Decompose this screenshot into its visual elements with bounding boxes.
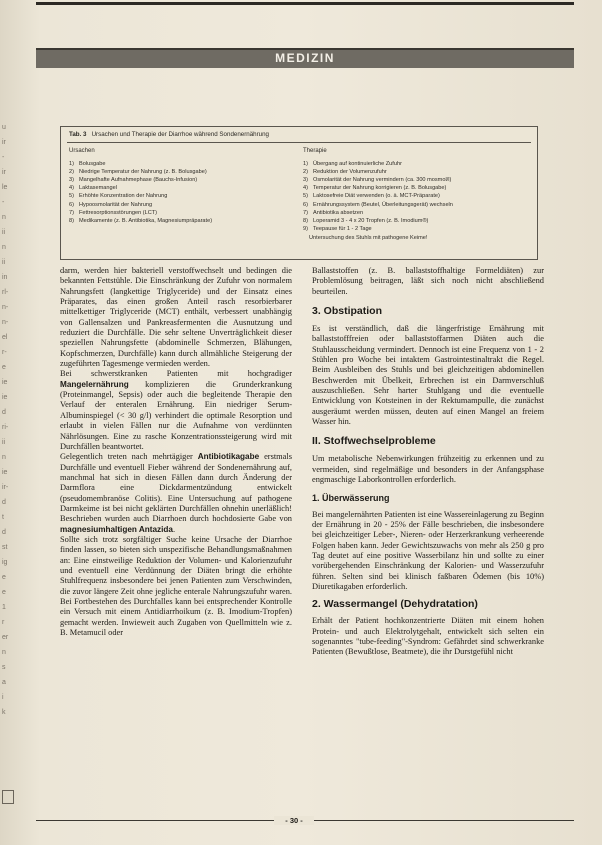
cause-item-text: Bolusgabe: [79, 161, 106, 168]
paragraph: Bei mangelernährten Patienten ist eine Wassereinlagerung zu Beginn der Ernährung in 20 - 25% der Fälle beschrieben, die insbesondere bei gleichzeitiger Leber-, Nieren- oder Herzerkrankung verheerende Folgen haben kann. Jeder Gewichtszuwachs von mehr als 250 g pro Tag deutet auf eine positive Wasserbilanz hin und sollte zu einer vorübergehenden Einschränkung der Kalorien- und Wasserzufuhr führen. Selten sind bei klinisch faßbaren Ödemen (bis 10%) Diuretikagaben erforderlich.: [312, 509, 544, 591]
therapy-item: [303, 176, 453, 184]
cause-item-text: Hypoosmolarität der Nahrung: [79, 201, 153, 208]
cause-item-text: Medikamente (z. B. Antibiotika, Magnesiumpräparate): [79, 217, 213, 224]
margin-mark: ri-: [2, 424, 9, 431]
margin-mark: n-: [2, 319, 9, 326]
margin-mark: d: [2, 409, 6, 416]
therapy-item-text: Übergang auf kontinuierliche Zufuhr: [313, 161, 402, 168]
top-rule: [36, 2, 574, 5]
margin-mark: n: [2, 214, 6, 221]
section-header: [36, 48, 574, 68]
margin-mark: ii: [2, 259, 6, 266]
margin-mark: t: [2, 514, 4, 521]
table-caption-text: Ursachen und Therapie der Diarrhoe während Sondenernährung: [91, 131, 269, 138]
margin-mark: i: [2, 694, 4, 701]
causes-header: Ursachen: [69, 148, 95, 154]
margin-mark: n: [2, 454, 6, 461]
heading-wassermangel: 2. Wassermangel (Dehydratation): [312, 598, 478, 611]
margin-mark: ii: [2, 229, 6, 236]
table-caption: [69, 131, 269, 138]
cause-item-number: 7): [69, 209, 74, 216]
margin-mark: ig: [2, 559, 8, 566]
keyword-antazida: magnesiumhaltigen Antazida: [60, 524, 173, 534]
heading-obstipation: 3. Obstipation: [312, 305, 383, 318]
therapy-item-number: 9): [303, 225, 308, 232]
cause-item-number: 8): [69, 217, 74, 224]
cause-item: [69, 217, 212, 225]
therapy-item-text: Temperatur der Nahrung korrigieren (z. B. Bolusgabe): [313, 185, 447, 192]
therapy-item-number: 2): [303, 169, 308, 176]
therapy-item-number: 5): [303, 193, 308, 200]
therapy-item-number: 8): [303, 217, 308, 224]
margin-mark: ie: [2, 379, 8, 386]
paragraph: Sollte sich trotz sorgfältiger Suche keine Ursache der Diarrhoe finden lassen, so bieten sich unspezifische Behandlungsmaßnahmen an: Eine einstweilige Reduktion der Volumen- und Kalorienzufuhr und eventuell eine Verdünnung der Diäten bringt die erhöhte Stuhlfrequenz insbesondere bei jenen Patienten zum Verschwinden, die zuvor längere Zeit ohne jegliche enterale Nahrungszufuhr waren. Bei Fortbestehen des Durchfalles kann bei entsprechender Kontrolle ein Versuch mit einem Antidiarrhoikum (z. B. Imodium-Tropfen) gemacht werden. Inwieweit auch Zugaben von Quellmitteln wie z. B. Metamucil oder: [60, 534, 292, 638]
cause-item: [69, 160, 212, 168]
paragraph: darm, werden hier bakteriell verstoffwechselt und bedingen die bekannten Fettstühle. Die Einschränkung der Zufuhr von normalem Nahrungsfett (langkettige Triglyceride) und der Einsatz eines Präparates, das einen großen Anteil rasch resorbierbarer mittelkettiger Triglyceride (MCT) enthält, verbessert unabhängig von Gallensalzen und Pankreasfermenten die Ausnutzung und reduziert die Durchfälle. Die sehr seltene Unverträglichkeit dieser speziellen Nahrungsfette (abdominelle Schmerzen, Blähungen, Kopfschmerzen, Durchfälle) kann durch allmähliche Steigerung der zugeführten Tagesmenge vermieden werden.: [60, 266, 292, 369]
margin-mark: 1: [2, 604, 6, 611]
margin-mark: n: [2, 244, 6, 251]
therapy-item-text: Laktosefreie Diät verwenden (o. ä. MCT-Präparate): [313, 193, 440, 200]
margin-mark: ir: [2, 169, 6, 176]
table-number: Tab. 3: [69, 131, 87, 138]
paragraph: Es ist verständlich, daß die längerfristige Ernährung mit ballaststofffreien oder ballaststoffarmen Diäten auch die Stuhlausscheidung vermindert. Dennoch ist eine Frequenz von 1 - 2 Stühlen pro Woche bei intaktem Gastrointestinaltrakt die Regel. Beim Ausbleiben des Stuhls und bei gleichzeitigen abdominellen Beschwerden mit Übelkeit, Erbrechen ist ein Darmverschluß auszuschließen. Sehr harter Stuhlgang und die eventuelle Entwicklung von Kotsteinen in der Rektumampulle, die zunächst ausgeräumt werden müssen, deuten auf einen Mangel an freiem Wasser hin.: [312, 324, 544, 427]
paragraph: Bei schwerstkranken Patienten mit hochgradiger Mangelernährung komplizieren die Grunderkrankung (Proteinmangel, Sepsis) oder auch die begleitende Therapie den Verlauf der enteralen Ernährung. Ein niedriger Serum-Albuminspiegel (< 30 g/l) verhindert die optimale Resorption und erlaubt in vielen Fällen nur die Aufnahme von verdünnten Nährlösungen. Eine zu rasche Konzentrationssteigerung wird mit Durchfällen beantwortet.: [60, 369, 292, 451]
therapy-item-text: Antibiotika absetzen: [313, 209, 364, 216]
paragraph: Ballaststoffen (z. B. ballaststoffhaltige Formeldiäten) zur Problemlösung beitragen, läßt sich noch nicht abschließend beurteilen.: [312, 266, 544, 296]
margin-checkbox: [2, 790, 14, 804]
therapy-item-text: Ernährungssystem (Beutel, Überleitungsgerät) wechseln: [313, 201, 453, 208]
cause-item-number: 5): [69, 193, 74, 200]
margin-mark: a: [2, 679, 6, 686]
therapy-column: [303, 147, 453, 242]
therapy-item: [303, 225, 453, 233]
margin-mark: in: [2, 274, 8, 281]
margin-mark: e: [2, 364, 6, 371]
therapy-item-number: 7): [303, 209, 308, 216]
margin-bleed-text: [2, 120, 16, 770]
margin-mark: st: [2, 544, 8, 551]
therapy-item-number: 4): [303, 185, 308, 192]
cause-item-number: 4): [69, 185, 74, 192]
therapy-item-text: Loperamid 3 - 4 x 20 Tropfen (z. B. Imodium®): [313, 217, 429, 224]
margin-mark: n: [2, 649, 6, 656]
table-rule: [67, 142, 531, 143]
cause-item: [69, 184, 212, 192]
table-note: Untersuchung des Stuhls mit pathogene Keime!: [309, 234, 428, 241]
cause-item: [69, 168, 212, 176]
therapy-item-number: 1): [303, 161, 308, 168]
margin-mark: s: [2, 664, 6, 671]
causes-column: [69, 147, 212, 225]
margin-mark: el: [2, 334, 8, 341]
cause-item: [69, 201, 212, 209]
cause-item: [69, 176, 212, 184]
keyword-antibiotikagabe: Antibiotikagabe: [197, 452, 260, 462]
margin-mark: u: [2, 124, 6, 131]
cause-item-number: 3): [69, 177, 74, 184]
margin-mark: e: [2, 574, 6, 581]
margin-mark: -: [2, 199, 5, 206]
margin-mark: er: [2, 634, 9, 641]
margin-mark: ie: [2, 469, 8, 476]
margin-mark: ir-: [2, 484, 9, 491]
margin-mark: ir: [2, 139, 6, 146]
therapy-item: [303, 217, 453, 225]
cause-item-number: 6): [69, 201, 74, 208]
therapy-item: [303, 184, 453, 192]
therapy-item: [303, 201, 453, 209]
cause-item-text: Laktasemangel: [79, 185, 117, 192]
margin-mark: k: [2, 709, 6, 716]
therapy-header: Therapie: [303, 148, 327, 154]
page-number: - 30 -: [274, 816, 314, 825]
therapy-item: [303, 160, 453, 168]
margin-mark: r-: [2, 349, 7, 356]
therapy-item: [303, 192, 453, 200]
heading-stoffwechselprobleme: II. Stoffwechselprobleme: [312, 435, 436, 448]
cause-item: [69, 192, 212, 200]
right-column: [312, 266, 544, 658]
heading-ueberwaesserung: 1. Überwässerung: [312, 492, 390, 503]
margin-mark: d: [2, 499, 6, 506]
margin-mark: le: [2, 184, 8, 191]
margin-mark: d: [2, 529, 6, 536]
margin-mark: n-: [2, 304, 9, 311]
therapy-item-text: Reduktion der Volumenzufuhr: [313, 169, 387, 176]
therapy-item-text: Osmolarität der Nahrung vermindern (ca. 300 mosmol/l): [313, 177, 452, 184]
paragraph: Gelegentlich treten nach mehrtägiger Antibiotikagabe erstmals Durchfälle und eventuell Fieber während der Sondenernährung auf, manchmal hat sich in diesen Fällen dann durch Änderung der Darmflora eine Dickdarmentzündung entwickelt (pseudomembranöse Colitis). Eine Untersuchung auf pathogene Darmkeime ist bei nicht geklärten Durchfällen ohnehin unerläßlich! Beschrieben wurden auch Diarrhoen durch hochdosierte Gabe von magnesiumhaltigen Antazida.: [60, 452, 292, 534]
therapy-item: [303, 209, 453, 217]
left-column: [60, 266, 292, 638]
cause-item-number: 1): [69, 161, 74, 168]
margin-mark: r: [2, 619, 5, 626]
table-3: [60, 126, 538, 260]
cause-item: [69, 209, 212, 217]
cause-item-text: Fettresorptionsstörungen (LCT): [79, 209, 158, 216]
keyword-mangelernaehrung: Mangelernährung: [60, 379, 129, 389]
cause-item-number: 2): [69, 169, 74, 176]
cause-item-text: Erhöhte Konzentration der Nahrung: [79, 193, 168, 200]
therapy-item-number: 6): [303, 201, 308, 208]
cause-item-text: Mangelhafte Aufnahmephase (Bauchs-Infusion): [79, 177, 198, 184]
therapy-item-number: 3): [303, 177, 308, 184]
section-title: MEDIZIN: [275, 51, 335, 65]
margin-mark: rl-: [2, 289, 9, 296]
margin-mark: ii: [2, 439, 6, 446]
paragraph: Erhält der Patient hochkonzentrierte Diäten mit einem hohen Protein- und auch Elektrolytgehalt, entwickelt sich selten ein sogenanntes "tube-feeding"-Syndrom: Gefährdet sind schwerkranke Patienten (Bewußtlose, Beatmete), die ihr Durstgefühl nicht: [312, 616, 544, 657]
cause-item-text: Niedrige Temperatur der Nahrung (z. B. Bolusgabe): [79, 169, 207, 176]
margin-mark: -: [2, 154, 5, 161]
therapy-item-text: Teepause für 1 - 2 Tage: [313, 225, 372, 232]
margin-mark: e: [2, 589, 6, 596]
therapy-item: [303, 168, 453, 176]
paragraph: Um metabolische Nebenwirkungen frühzeitig zu erkennen und zu vermeiden, sind regelmäßige und besonders in der Anfangsphase engmaschige Laborkontrollen erforderlich.: [312, 454, 544, 485]
margin-mark: ie: [2, 394, 8, 401]
